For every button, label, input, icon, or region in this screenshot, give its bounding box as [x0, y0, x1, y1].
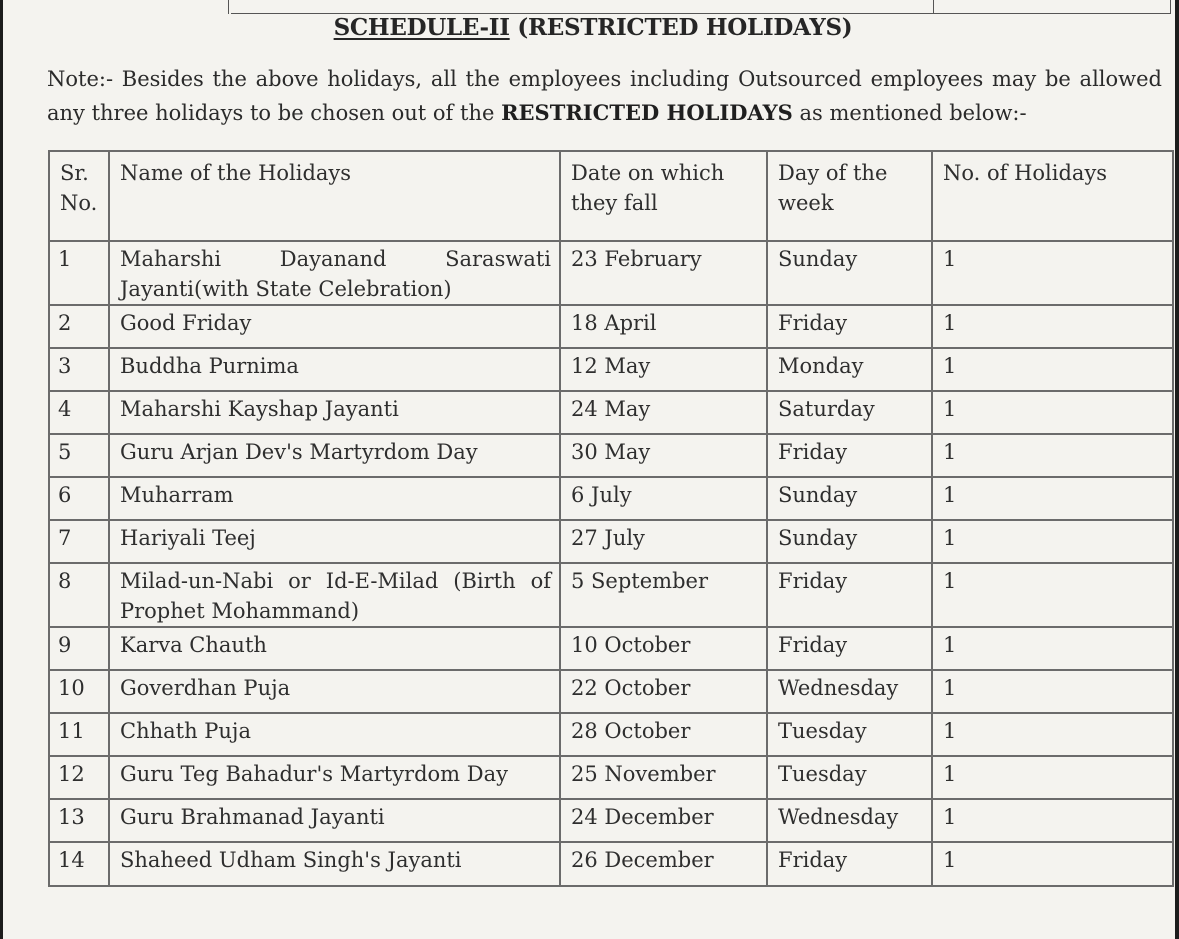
- row-count: 1: [932, 842, 1173, 886]
- row-sr-no: 13: [49, 799, 109, 842]
- row-date: 30 May: [560, 434, 767, 477]
- row-day: Wednesday: [767, 670, 932, 713]
- row-day: Tuesday: [767, 713, 932, 756]
- table-row: [49, 670, 1173, 713]
- row-day: Sunday: [767, 477, 932, 520]
- row-holiday-name: Buddha Purnima: [109, 348, 560, 391]
- row-sr-no: 2: [49, 305, 109, 348]
- table-row: [49, 713, 1173, 756]
- row-date: 23 February: [560, 241, 767, 305]
- row-date: 24 May: [560, 391, 767, 434]
- restricted-holidays-table: [48, 150, 1174, 887]
- table-row: [49, 799, 1173, 842]
- row-count: 1: [932, 627, 1173, 670]
- row-count: 1: [932, 305, 1173, 348]
- note-text: Note:- Besides the above holidays, all the employees including Outsourced employees may be allowed any three holidays to be chosen out of the: [47, 67, 1162, 125]
- note-paragraph: [47, 62, 1162, 130]
- row-holiday-name: Karva Chauth: [109, 627, 560, 670]
- row-day: Friday: [767, 305, 932, 348]
- table-row: [49, 477, 1173, 520]
- row-day: Friday: [767, 627, 932, 670]
- row-count: 1: [932, 241, 1173, 305]
- row-holiday-name: Muharram: [109, 477, 560, 520]
- table-row: [49, 756, 1173, 799]
- row-sr-no: 5: [49, 434, 109, 477]
- row-sr-no: 3: [49, 348, 109, 391]
- schedule-title: [3, 14, 1175, 41]
- row-day: Sunday: [767, 241, 932, 305]
- previous-table-border: [228, 0, 229, 14]
- schedule-title-subtitle: (RESTRICTED HOLIDAYS): [517, 14, 853, 41]
- row-day: Friday: [767, 563, 932, 627]
- row-holiday-name: Milad-un-Nabi or Id-E-Milad (Birth of Prophet Mohammand): [109, 563, 560, 627]
- row-date: 26 December: [560, 842, 767, 886]
- row-sr-no: 6: [49, 477, 109, 520]
- table-row: [49, 305, 1173, 348]
- row-date: 10 October: [560, 627, 767, 670]
- row-holiday-name: Chhath Puja: [109, 713, 560, 756]
- table-row: [49, 627, 1173, 670]
- row-day: Wednesday: [767, 799, 932, 842]
- row-sr-no: 10: [49, 670, 109, 713]
- row-count: 1: [932, 799, 1173, 842]
- row-count: 1: [932, 477, 1173, 520]
- table-row: [49, 391, 1173, 434]
- row-date: 22 October: [560, 670, 767, 713]
- schedule-title-main: SCHEDULE-II: [333, 14, 510, 41]
- table-row: [49, 563, 1173, 627]
- row-count: 1: [932, 348, 1173, 391]
- row-day: Tuesday: [767, 756, 932, 799]
- row-sr-no: 4: [49, 391, 109, 434]
- table-row: [49, 434, 1173, 477]
- row-date: 18 April: [560, 305, 767, 348]
- table-row: [49, 241, 1173, 305]
- row-date: 24 December: [560, 799, 767, 842]
- row-count: 1: [932, 713, 1173, 756]
- row-holiday-name: Maharshi Kayshap Jayanti: [109, 391, 560, 434]
- row-date: 5 September: [560, 563, 767, 627]
- row-count: 1: [932, 520, 1173, 563]
- row-holiday-name: Good Friday: [109, 305, 560, 348]
- header-holiday-name: Name of the Holidays: [109, 151, 560, 241]
- row-day: Monday: [767, 348, 932, 391]
- note-suffix: as mentioned below:-: [799, 101, 1027, 125]
- row-holiday-name: Guru Teg Bahadur's Martyrdom Day: [109, 756, 560, 799]
- row-day: Saturday: [767, 391, 932, 434]
- row-date: 12 May: [560, 348, 767, 391]
- row-holiday-name: Hariyali Teej: [109, 520, 560, 563]
- header-day-of-week: Day of the week: [767, 151, 932, 241]
- table-row: [49, 520, 1173, 563]
- row-sr-no: 9: [49, 627, 109, 670]
- row-sr-no: 8: [49, 563, 109, 627]
- previous-table-border: [933, 0, 934, 14]
- row-sr-no: 7: [49, 520, 109, 563]
- note-emphasis: RESTRICTED HOLIDAYS: [501, 100, 793, 125]
- row-sr-no: 14: [49, 842, 109, 886]
- row-sr-no: 11: [49, 713, 109, 756]
- header-date: Date on which they fall: [560, 151, 767, 241]
- row-sr-no: 12: [49, 756, 109, 799]
- row-holiday-name: Guru Arjan Dev's Martyrdom Day: [109, 434, 560, 477]
- row-count: 1: [932, 391, 1173, 434]
- row-count: 1: [932, 670, 1173, 713]
- row-sr-no: 1: [49, 241, 109, 305]
- row-count: 1: [932, 434, 1173, 477]
- table-header-row: [49, 151, 1173, 241]
- row-holiday-name: Guru Brahmanad Jayanti: [109, 799, 560, 842]
- table-row: [49, 348, 1173, 391]
- document-page: [3, 0, 1175, 939]
- table-row: [49, 842, 1173, 886]
- row-date: 25 November: [560, 756, 767, 799]
- row-holiday-name: Goverdhan Puja: [109, 670, 560, 713]
- header-sr-no: Sr. No.: [49, 151, 109, 241]
- row-day: Friday: [767, 434, 932, 477]
- previous-table-border: [1170, 0, 1171, 14]
- row-date: 27 July: [560, 520, 767, 563]
- row-day: Sunday: [767, 520, 932, 563]
- row-holiday-name: Shaheed Udham Singh's Jayanti: [109, 842, 560, 886]
- row-day: Friday: [767, 842, 932, 886]
- row-count: 1: [932, 563, 1173, 627]
- row-date: 28 October: [560, 713, 767, 756]
- row-date: 6 July: [560, 477, 767, 520]
- row-count: 1: [932, 756, 1173, 799]
- row-holiday-name: Maharshi Dayanand Saraswati Jayanti(with State Celebration): [109, 241, 560, 305]
- header-number-of-holidays: No. of Holidays: [932, 151, 1173, 241]
